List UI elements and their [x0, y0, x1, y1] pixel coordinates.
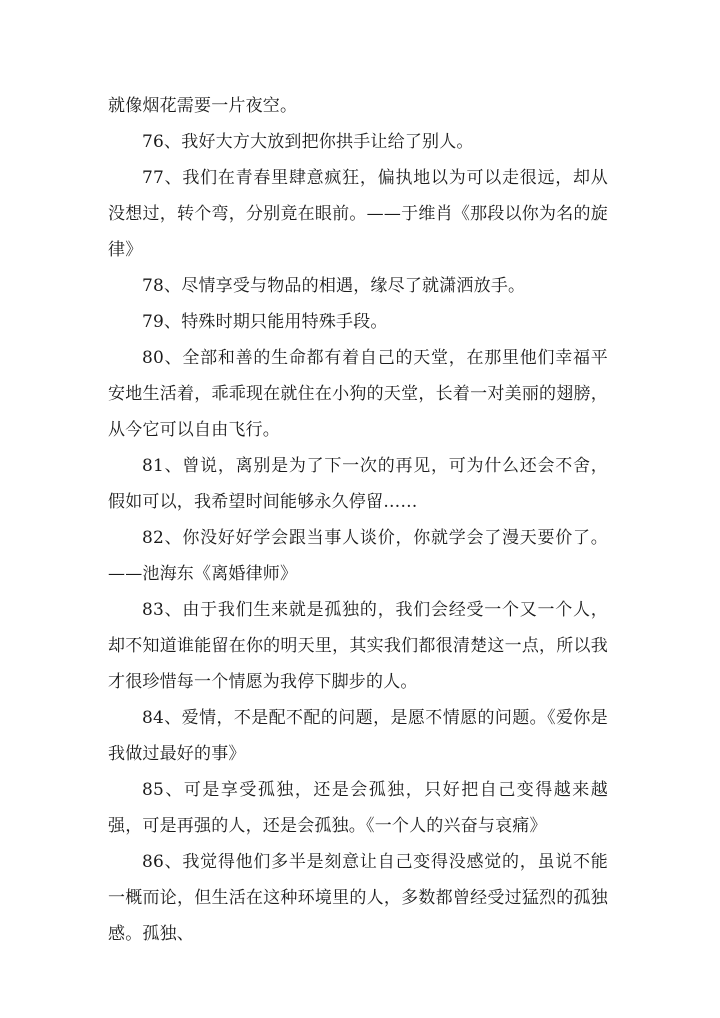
paragraph-77: 77、我们在青春里肆意疯狂，偏执地以为可以走很远，却从没想过，转个弯，分别竟在眼前。——于维肖《那段以你为名的旋律》: [108, 168, 608, 260]
paragraph-79: 79、特殊时期只能用特殊手段。: [142, 312, 388, 332]
paragraph-81: 81、曾说，离别是为了下一次的再见，可为什么还会不舍，假如可以，我希望时间能够永久停留……: [108, 456, 608, 512]
paragraph-86: 86、我觉得他们多半是刻意让自己变得没感觉的，虽说不能一概而论，但生活在这种环境里的人，多数都曾经受过猛烈的孤独感。孤独、: [108, 852, 608, 944]
paragraph-84: 84、爱情，不是配不配的问题，是愿不情愿的问题。《爱你是我做过最好的事》: [108, 708, 608, 764]
paragraph-76: 76、我好大方大放到把你拱手让给了别人。: [142, 132, 474, 152]
document-body: [108, 88, 608, 952]
paragraph-80: 80、全部和善的生命都有着自己的天堂，在那里他们幸福平安地生活着，乖乖现在就住在小狗的天堂，长着一对美丽的翅膀，从今它可以自由飞行。: [108, 348, 608, 440]
paragraph-78: 78、尽情享受与物品的相遇，缘尽了就潇洒放手。: [142, 276, 526, 296]
paragraph-82: 82、你没好好学会跟当事人谈价，你就学会了漫天要价了。——池海东《离婚律师》: [108, 528, 608, 584]
paragraph-85: 85、可是享受孤独，还是会孤独，只好把自己变得越来越强，可是再强的人，还是会孤独。《一个人的兴奋与哀痛》: [108, 780, 608, 836]
paragraph-continuation: 就像烟花需要一片夜空。: [108, 96, 298, 116]
paragraph-83: 83、由于我们生来就是孤独的，我们会经受一个又一个人，却不知道谁能留在你的明天里，其实我们都很清楚这一点，所以我才很珍惜每一个情愿为我停下脚步的人。: [108, 600, 608, 692]
